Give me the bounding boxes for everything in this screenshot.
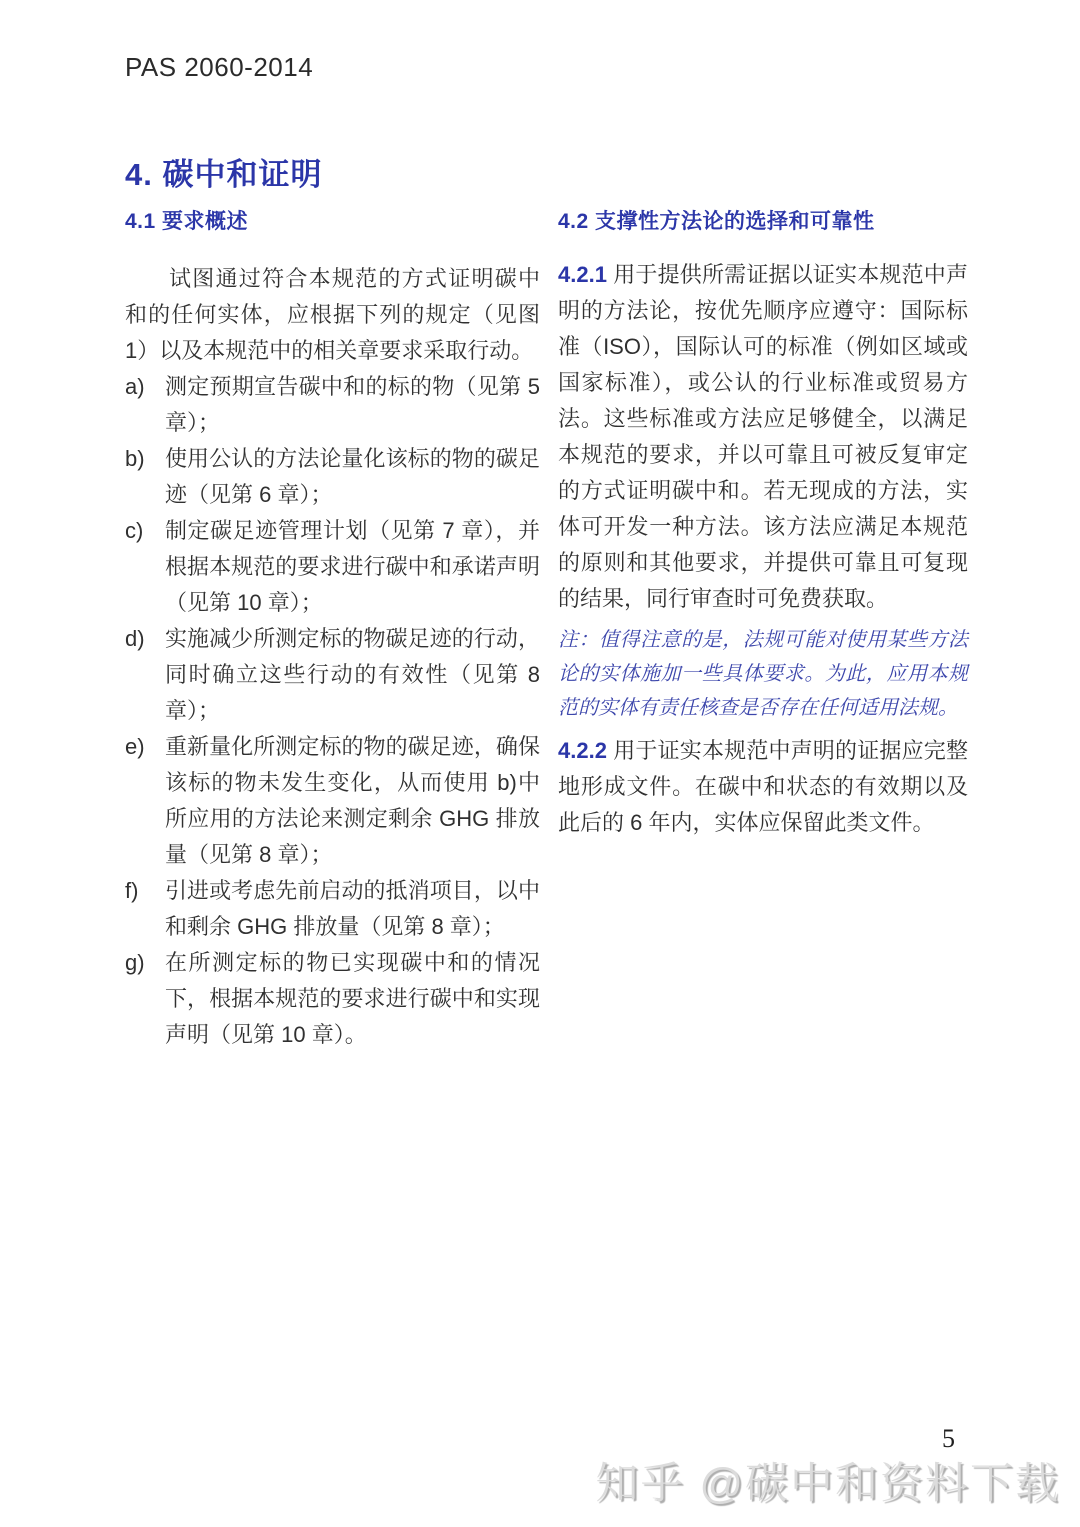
section-heading-4-2: 4.2 支撑性方法论的选择和可靠性	[558, 210, 875, 233]
paragraph-number-4-2-2: 4.2.2	[558, 738, 607, 763]
paragraph-4-2-1	[558, 257, 968, 617]
page-number: 5	[942, 1424, 955, 1453]
list-item-a	[125, 369, 540, 441]
paragraph-4-2-2-text: 用于证实本规范中声明的证据应完整地形成文件。在碳中和状态的有效期以及此后的 6 年内，实体应保留此类文件。	[558, 738, 968, 835]
paragraph-4-2-1-text: 用于提供所需证据以证实本规范中声明的方法论，按优先顺序应遵守：国际标准（ISO），国际认可的标准（例如区域或国家标准），或公认的行业标准或贸易方法。这些标准或方法应足够健全，以满足本规范的要求，并以可靠且可被反复审定的方式证明碳中和。若无现成的方法，实体可开发一种方法。该方法应满足本规范的原则和其他要求，并提供可靠且可复现的结果，同行审查时可免费获取。	[558, 262, 968, 611]
paragraph-4-2-2	[558, 733, 968, 841]
requirements-list	[125, 369, 540, 1053]
note-paragraph: 注：值得注意的是，法规可能对使用某些方法论的实体施加一些具体要求。为此，应用本规范的实体有责任核查是否存在任何适用法规。	[558, 629, 968, 719]
list-item-c	[125, 513, 540, 621]
list-item-f	[125, 873, 540, 945]
column-right	[558, 205, 968, 1053]
list-item-text: 实施减少所测定标的物碳足迹的行动，同时确立这些行动的有效性（见第 8 章）；	[165, 626, 540, 723]
list-item-label: a)	[125, 374, 145, 399]
list-item-e	[125, 729, 540, 873]
list-item-text: 引进或考虑先前启动的抵消项目，以中和剩余 GHG 排放量（见第 8 章）；	[165, 878, 540, 939]
column-left	[125, 205, 540, 1053]
list-item-label: f)	[125, 878, 139, 903]
list-item-label: e)	[125, 734, 145, 759]
list-item-label: g)	[125, 950, 145, 975]
paragraph-number-4-2-1: 4.2.1	[558, 262, 607, 287]
document-code: PAS 2060-2014	[125, 52, 314, 82]
two-column-body	[125, 205, 968, 1053]
list-item-d	[125, 621, 540, 729]
chapter-title: 4. 碳中和证明	[125, 156, 323, 192]
list-item-text: 测定预期宣告碳中和的标的物（见第 5 章）；	[165, 374, 540, 435]
watermark-text: 知乎 @碳中和资料下载	[595, 1460, 1060, 1508]
list-item-text: 使用公认的方法论量化该标的物的碳足迹（见第 6 章）；	[165, 446, 540, 507]
section-4-1-intro-paragraph: 试图通过符合本规范的方式证明碳中和的任何实体，应根据下列的规定（见图 1）以及本规范中的相关章要求采取行动。	[125, 266, 540, 363]
section-heading-4-1: 4.1 要求概述	[125, 210, 249, 233]
list-item-label: b)	[125, 446, 145, 471]
list-item-g	[125, 945, 540, 1053]
list-item-text: 制定碳足迹管理计划（见第 7 章），并根据本规范的要求进行碳中和承诺声明（见第 10 章）；	[165, 518, 540, 615]
list-item-text: 在所测定标的物已实现碳中和的情况下，根据本规范的要求进行碳中和实现声明（见第 10 章）。	[165, 950, 540, 1047]
list-item-label: c)	[125, 518, 144, 543]
list-item-text: 重新量化所测定标的物的碳足迹，确保该标的物未发生变化，从而使用 b)中所应用的方法论来测定剩余 GHG 排放量（见第 8 章）；	[165, 734, 540, 867]
list-item-label: d)	[125, 626, 145, 651]
list-item-b	[125, 441, 540, 513]
